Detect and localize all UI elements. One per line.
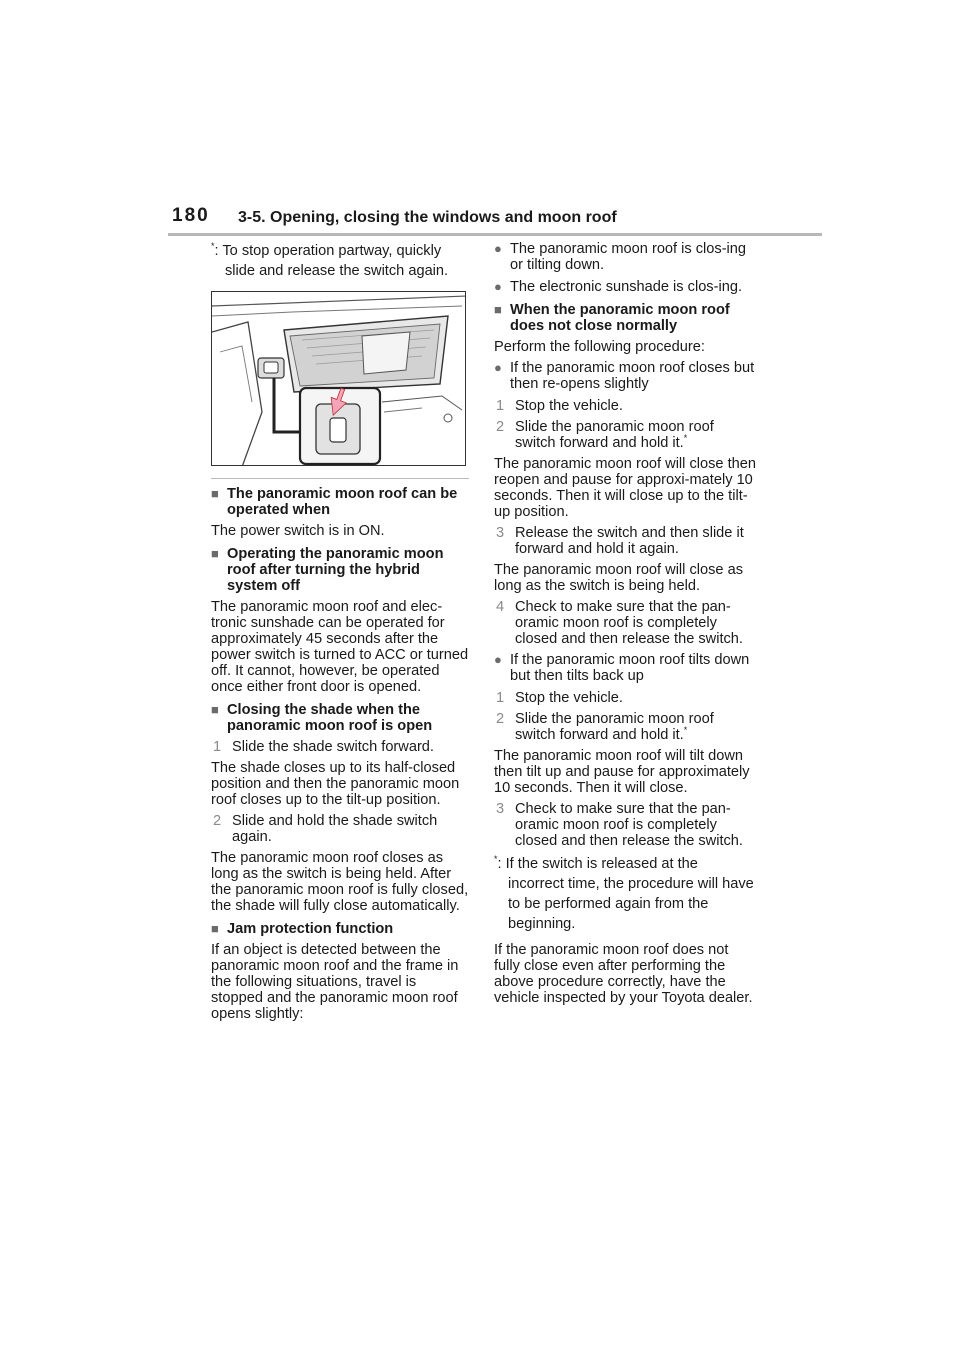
- paragraph: The panoramic moon roof will close as long as the switch is being held.: [494, 562, 744, 594]
- heading-jam-protection: ■ Jam protection function: [211, 921, 394, 937]
- bullet-item: ● If the panoramic moon roof closes but then re-opens slightly: [494, 360, 755, 392]
- paragraph: If an object is detected between the panoramic moon roof and the frame in the following situations, travel is stopped and the panoramic moon roof opens slightly:: [211, 942, 459, 1022]
- figure-divider: [211, 478, 469, 479]
- heading-closing-shade: ■ Closing the shade when the panoramic moon roof is open: [211, 702, 433, 734]
- heading-not-close-normally: ■ When the panoramic moon roof does not close normally: [494, 302, 730, 334]
- heading-after-hybrid-off: ■ Operating the panoramic moon roof after turning the hybrid system off: [211, 546, 444, 594]
- paragraph: The panoramic moon roof will close then reopen and pause for approxi-mately 10 seconds. Then it will close up to the tilt-up position.: [494, 456, 757, 520]
- bullet-item: ● If the panoramic moon roof tilts down but then tilts back up: [494, 652, 750, 684]
- footnote-marker: *: [683, 433, 688, 444]
- paragraph: The panoramic moon roof closes as long as the switch is being held. After the panoramic moon roof is fully closed, the shade will fully close automatically.: [211, 850, 469, 914]
- footnote-released-incorrect-time: *: If the switch is released at the incorrect time, the procedure will have to be performed again from the beginning.: [494, 854, 754, 932]
- moon-roof-switch-illustration: [211, 291, 466, 466]
- left-column: [211, 241, 469, 1027]
- paragraph: The shade closes up to its half-closed position and then the panoramic moon roof closes up to the tilt-up position.: [211, 760, 460, 808]
- step-item: 2 Slide the panoramic moon roof switch forward and hold it.*: [496, 419, 714, 451]
- footnote-marker: *: [683, 725, 688, 736]
- paragraph: Perform the following procedure:: [494, 339, 705, 355]
- paragraph: The power switch is in ON.: [211, 523, 385, 539]
- paragraph: The panoramic moon roof and elec-tronic sunshade can be operated for approximately 45 seconds after the power switch is turned to ACC or turned off. It cannot, however, be operated once either front door is opened.: [211, 599, 469, 695]
- bullet-item: ● The electronic sunshade is clos-ing.: [494, 279, 742, 295]
- step-item: 3 Release the switch and then slide it forward and hold it again.: [496, 525, 744, 557]
- page-number: 180: [172, 205, 210, 226]
- step-item: 1 Stop the vehicle.: [496, 398, 623, 414]
- section-title: 3-5. Opening, closing the windows and moon roof: [238, 209, 617, 226]
- paragraph: The panoramic moon roof will tilt down then tilt up and pause for approximately 10 seconds. Then it will close.: [494, 748, 750, 796]
- moon-roof-switch-icon: [212, 292, 466, 466]
- footnote-marker: *: [494, 854, 498, 865]
- paragraph: If the panoramic moon roof does not fully close even after performing the above procedure correctly, have the vehicle inspected by your Toyota dealer.: [494, 942, 753, 1006]
- step-item: 2 Slide and hold the shade switch again.: [213, 813, 438, 845]
- step-item: 2 Slide the panoramic moon roof switch forward and hold it.*: [496, 711, 714, 743]
- step-item: 1 Stop the vehicle.: [496, 690, 623, 706]
- step-item: 3 Check to make sure that the pan-oramic moon roof is completely closed and then release the switch.: [496, 801, 743, 849]
- step-item: 4 Check to make sure that the pan-oramic moon roof is completely closed and then release the switch.: [496, 599, 743, 647]
- footnote-marker: *: [211, 241, 215, 252]
- footnote-stop-operation: *: To stop operation partway, quickly slide and release the switch again.: [211, 241, 449, 279]
- header-divider: [168, 233, 822, 236]
- step-item: 1 Slide the shade switch forward.: [213, 739, 434, 755]
- heading-can-be-operated: ■ The panoramic moon roof can be operated when: [211, 486, 458, 518]
- right-column: [494, 241, 756, 1011]
- bullet-item: ● The panoramic moon roof is clos-ing or tilting down.: [494, 241, 747, 273]
